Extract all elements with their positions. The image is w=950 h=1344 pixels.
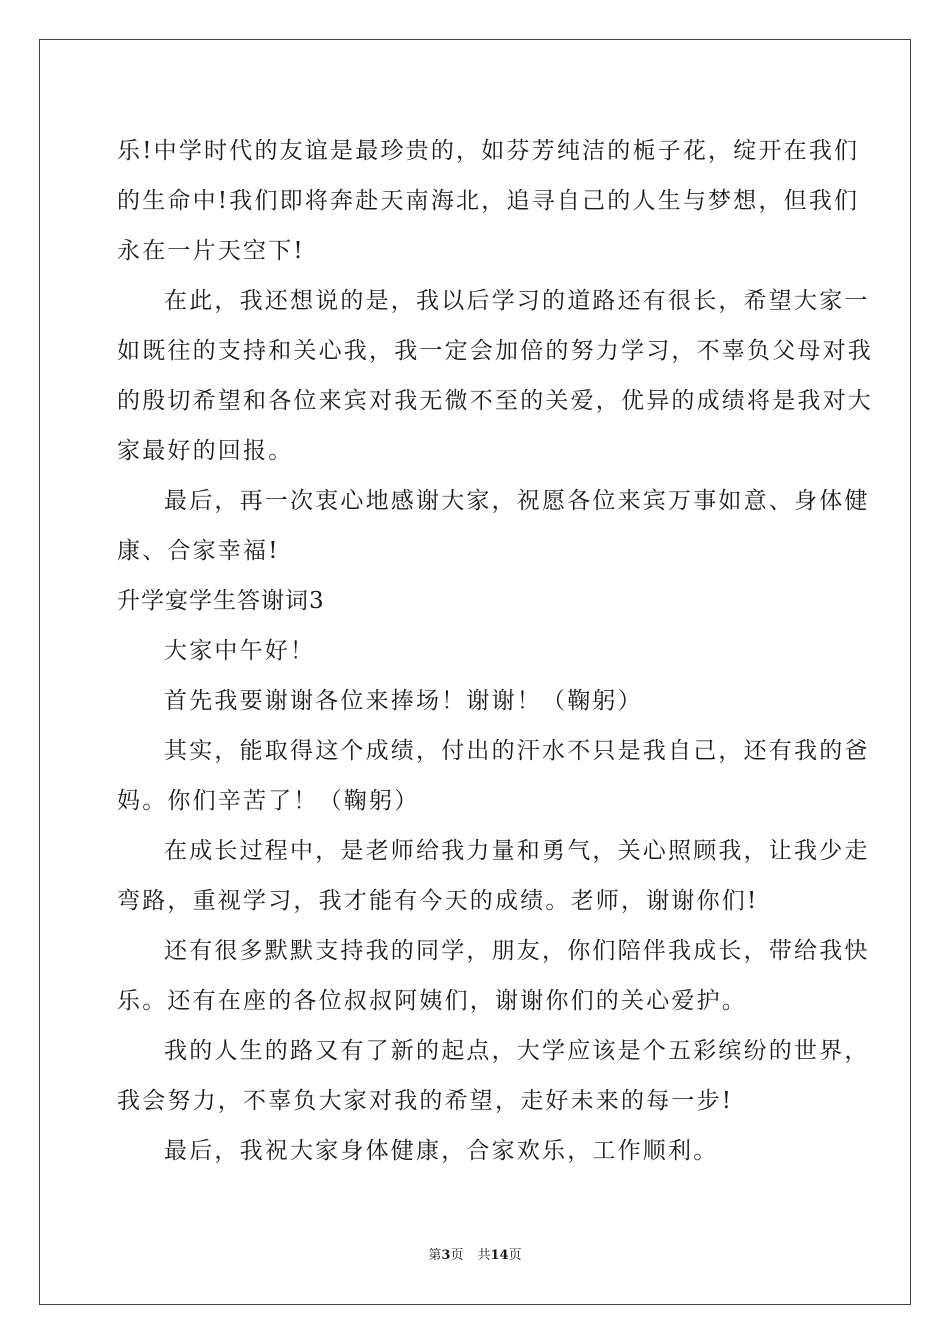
body-text-line: 其实，能取得这个成绩，付出的汗水不只是我自己，还有我的爸 <box>164 738 870 764</box>
body-text-line: 在成长过程中，是老师给我力量和勇气，关心照顾我，让我少走 <box>164 838 870 864</box>
body-text-line: 我会努力，不辜负大家对我的希望，走好未来的每一步! <box>117 1088 734 1114</box>
body-text-line: 还有很多默默支持我的同学，朋友，你们陪伴我成长，带给我快 <box>164 938 870 964</box>
body-text-line: 的生命中!我们即将奔赴天南海北，追寻自己的人生与梦想，但我们 <box>117 188 860 214</box>
body-text-line: 如既往的支持和关心我，我一定会加倍的努力学习，不辜负父母对我 <box>117 338 873 364</box>
body-text-line: 家最好的回报。 <box>117 438 294 464</box>
total-prefix: 共 <box>477 1248 491 1263</box>
body-text-line: 妈。你们辛苦了！（鞠躬） <box>117 788 420 814</box>
page-suffix: 页 <box>450 1248 464 1263</box>
body-text-line: 最后，我祝大家身体健康，合家欢乐，工作顺利。 <box>164 1138 719 1164</box>
body-text-line: 乐!中学时代的友谊是最珍贵的，如芬芳纯洁的栀子花，绽开在我们 <box>117 138 860 164</box>
body-text-line: 康、合家幸福! <box>117 538 280 564</box>
page-prefix: 第 <box>428 1248 442 1263</box>
page-footer <box>0 1247 950 1265</box>
body-text-line: 在此，我还想说的是，我以后学习的道路还有很长，希望大家一 <box>164 288 870 314</box>
section-heading: 升学宴学生答谢词3 <box>117 588 325 614</box>
body-text-line: 大家中午好！ <box>164 638 316 664</box>
body-text-line: 我的人生的路又有了新的起点，大学应该是个五彩缤纷的世界， <box>164 1038 870 1064</box>
body-text-line: 的殷切希望和各位来宾对我无微不至的关爱，优异的成绩将是我对大 <box>117 388 873 414</box>
total-pages-number: 14 <box>490 1248 509 1263</box>
body-text-line: 最后，再一次衷心地感谢大家，祝愿各位来宾万事如意、身体健 <box>164 488 870 514</box>
body-text-line: 首先我要谢谢各位来捧场！谢谢！（鞠躬） <box>164 688 643 714</box>
total-suffix: 页 <box>508 1248 522 1263</box>
body-text-line: 乐。还有在座的各位叔叔阿姨们，谢谢你们的关心爱护。 <box>117 988 747 1014</box>
body-text-line: 永在一片天空下! <box>117 238 305 264</box>
body-text-line: 弯路，重视学习，我才能有今天的成绩。老师，谢谢你们! <box>117 888 759 914</box>
current-page-number: 3 <box>441 1248 451 1263</box>
